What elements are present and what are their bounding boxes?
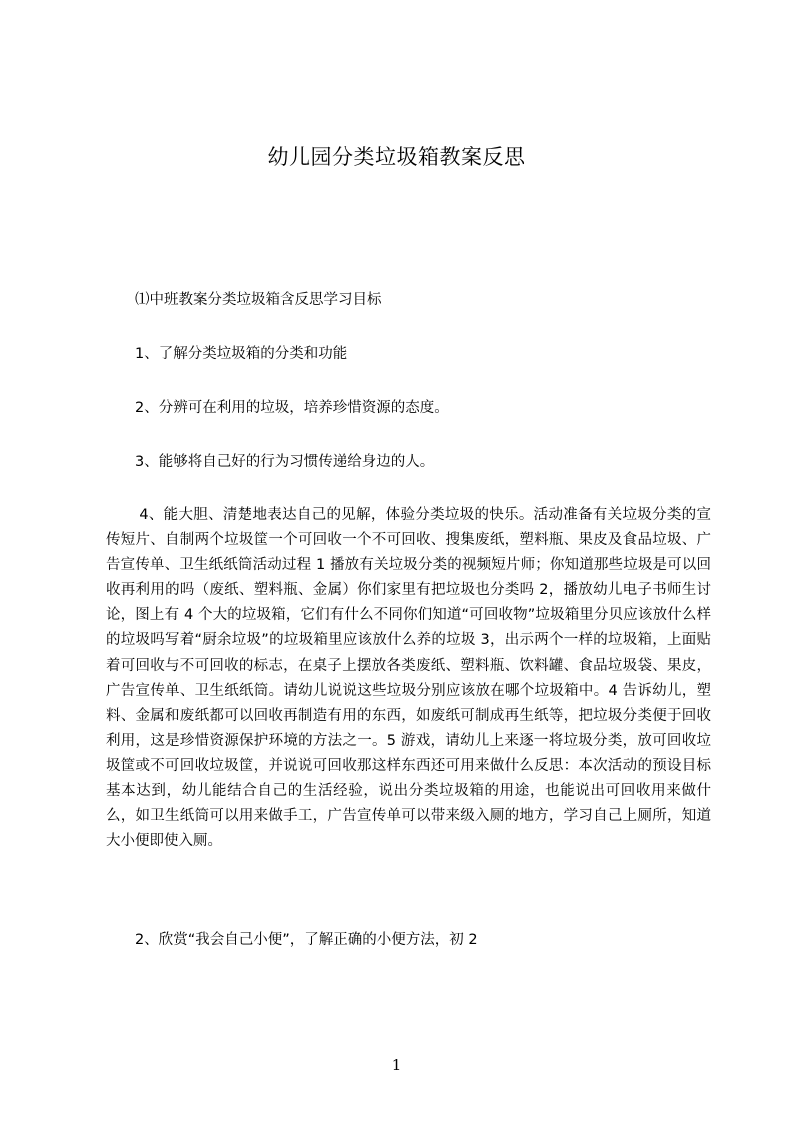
paragraph-activity-body: 4、能大胆、清楚地表达自己的见解，体验分类垃圾的快乐。活动准备有关垃圾分类的宣传短片、自制两个垃圾筐一个可回收一个不可回收、搜集废纸，塑料瓶、果皮及食品垃圾、广告宣传单、卫生纸纸筒活动过程 1 播放有关垃圾分类的视频短片师；你知道那些垃圾是可以回收再利用的吗（废纸、塑料瓶、金属）你们家里有把垃圾也分类吗 2，播放幼儿电子书师生讨论，图上有 4 个大的垃圾箱，它们有什么不同你们知道“可回收物”垃圾箱里分贝应该放什么样的垃圾吗写着“厨余垃圾”的垃圾箱里应该放什么养的垃圾 3，出示两个一样的垃圾箱，上面贴着可回收与不可回收的标志，在桌子上摆放各类废纸、塑料瓶、饮料罐、食品垃圾袋、果皮，广告宣传单、卫生纸纸筒。请幼儿说说这些垃圾分别应该放在哪个垃圾箱中。4 告诉幼儿，塑料、金属和废纸都可以回收再制造有用的东西，如废纸可制成再生纸等，把垃圾分类便于回收利用，这是珍惜资源保护环境的方法之一。5 游戏，请幼儿上来逐一将垃圾分类，放可回收垃圾筐或不可回收垃圾筐，并说说可回收那这样东西还可用来做什么反思：本次活动的预设目标基本达到，幼儿能结合自己的生活经验，说出分类垃圾箱的用途，也能说出可回收用来做什么，如卫生纸筒可以用来做手工，广告宣传单可以带来级入厕的地方，学习自己上厕所，知道大小便即使入厕。	[106, 507, 711, 850]
paragraph-closing: 2、欣赏“我会自己小便”，了解正确的小便方法，初 2	[135, 932, 478, 948]
paragraph-goal-3: 3、能够将自己好的行为习惯传递给身边的人。	[135, 454, 435, 470]
page-number: 1	[391, 1056, 402, 1074]
paragraph-goal-2: 2、分辨可在利用的垃圾，培养珍惜资源的态度。	[135, 400, 449, 416]
document-title: 幼儿园分类垃圾箱教案反思	[267, 145, 526, 169]
paragraph-learning-goals: ⑴中班教案分类垃圾箱含反思学习目标	[135, 292, 382, 308]
paragraph-goal-1: 1、了解分类垃圾箱的分类和功能	[135, 346, 348, 362]
